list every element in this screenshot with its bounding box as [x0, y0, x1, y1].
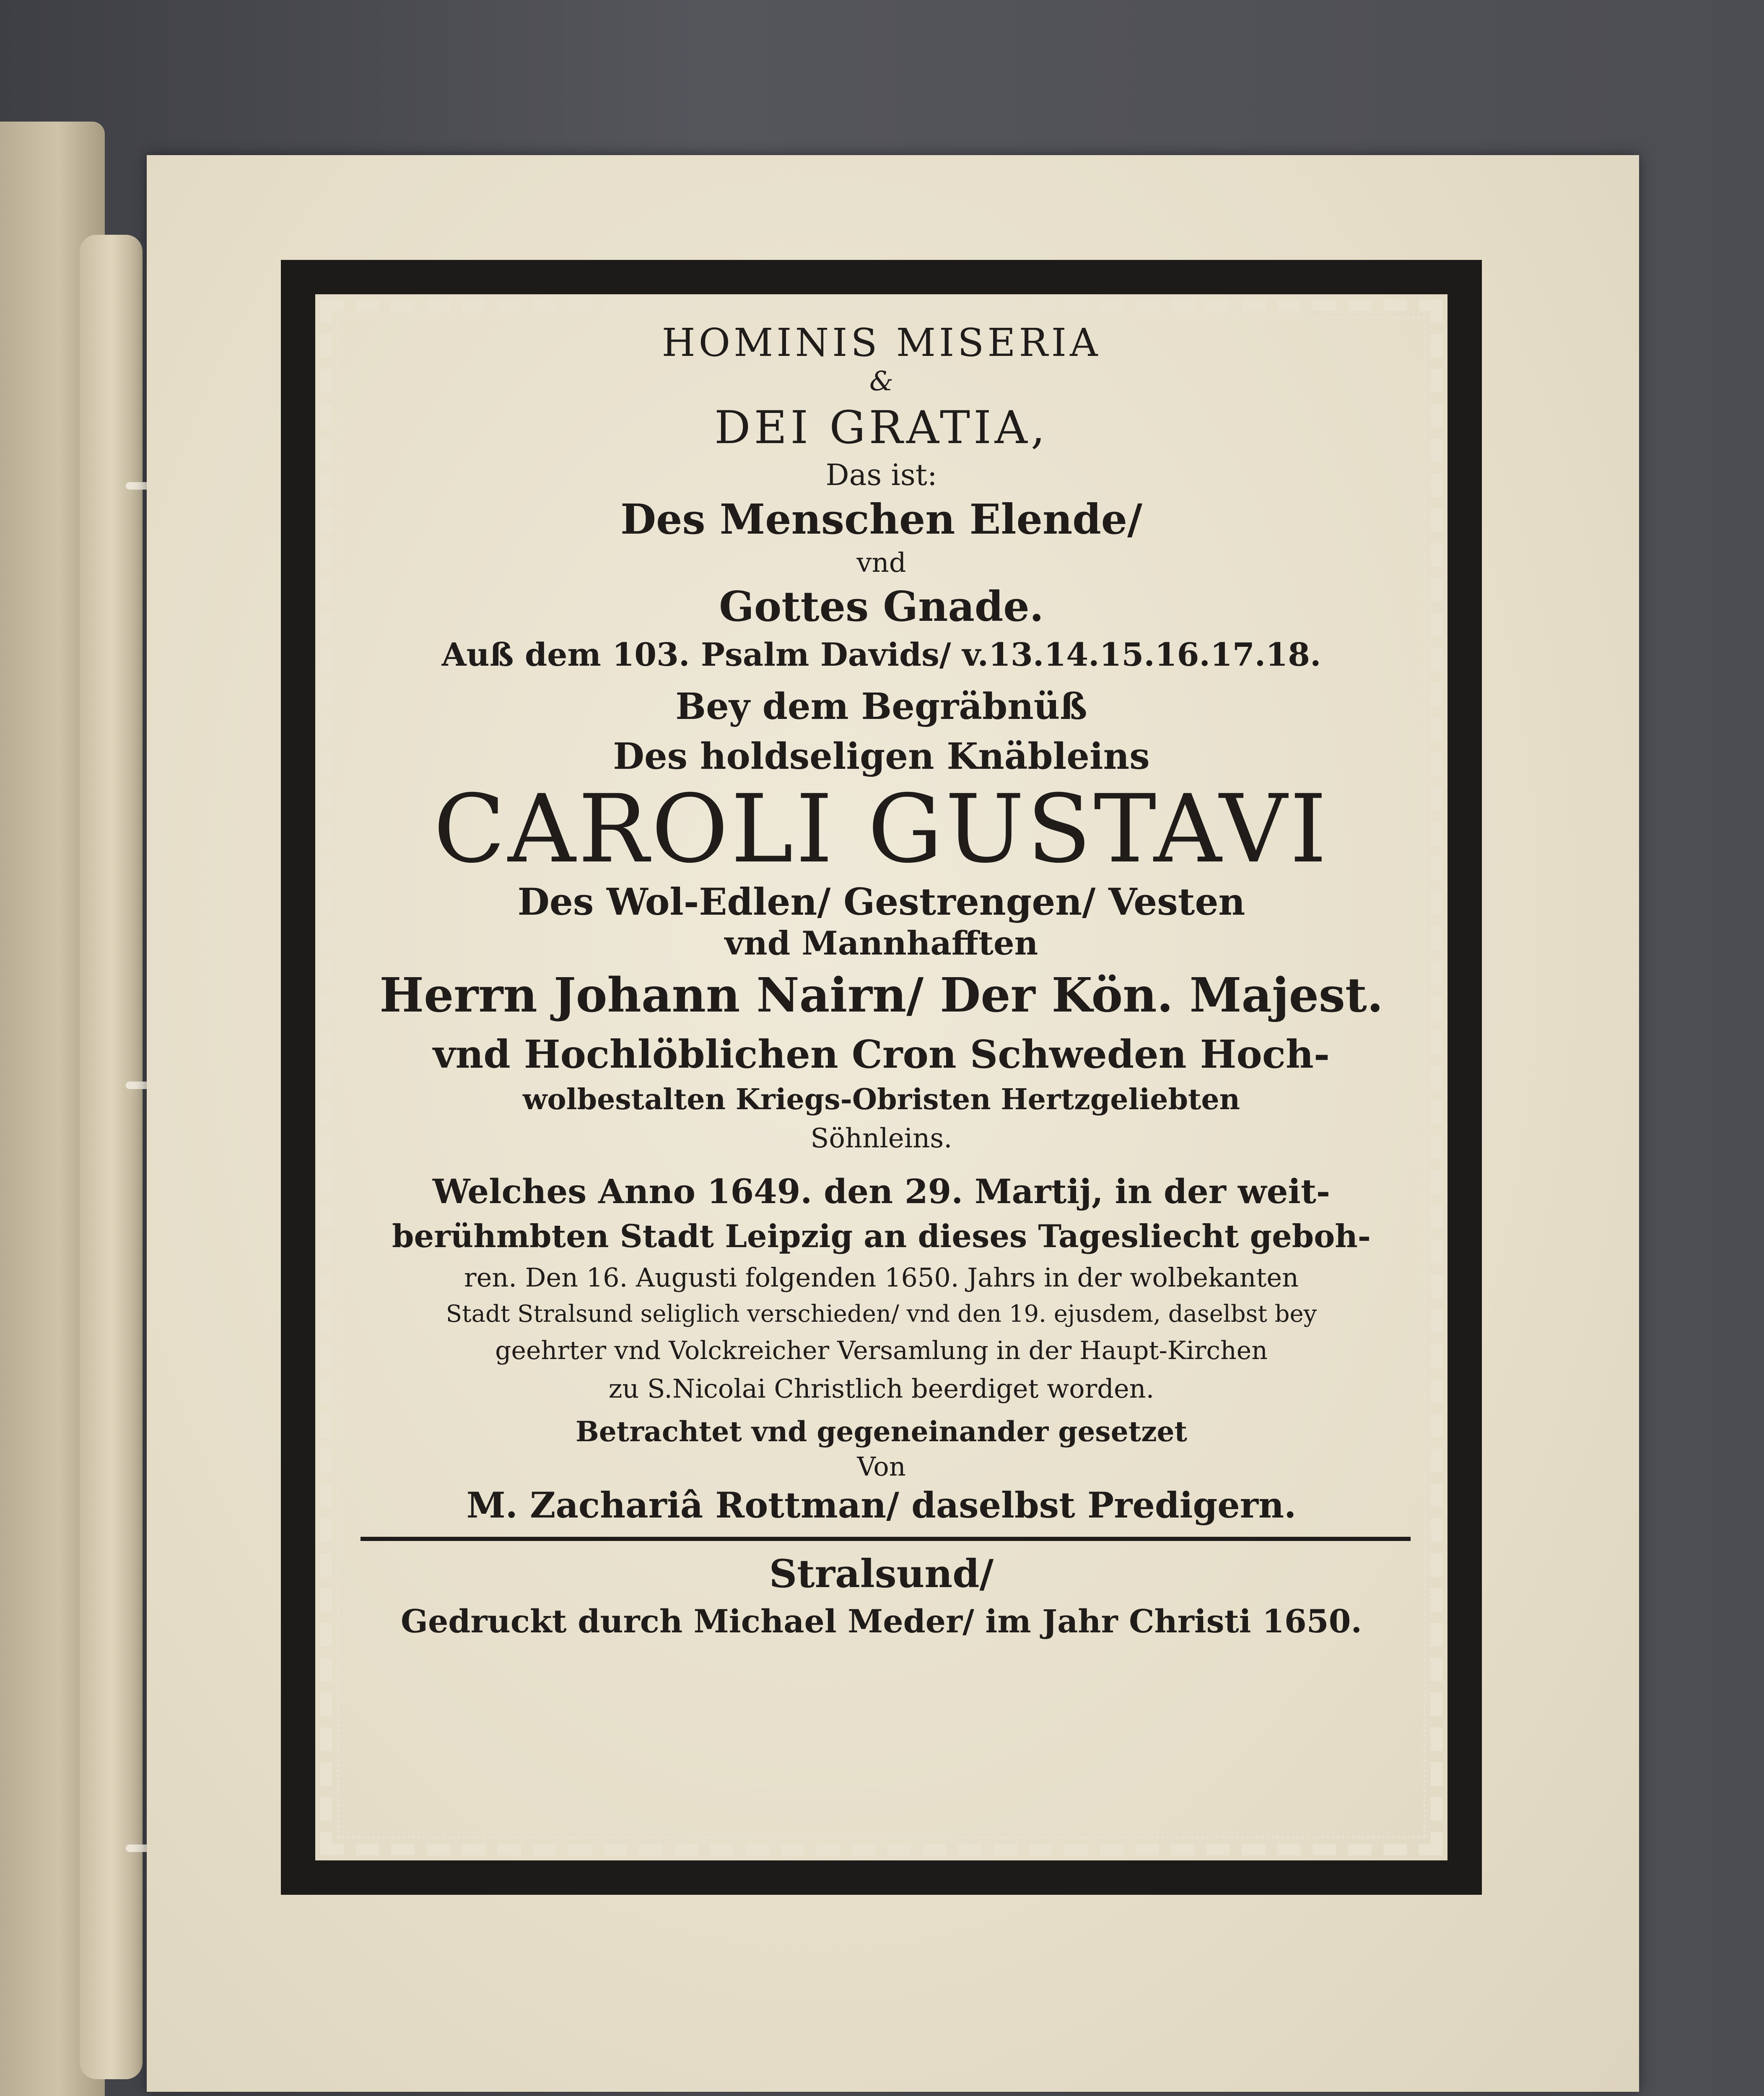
title-name-caroli-gustavi: CAROLI GUSTAVI — [433, 774, 1330, 884]
body-line-3: ren. Den 16. Augusti folgenden 1650. Jahrs in der wolbekanten — [464, 1262, 1299, 1293]
betrachtet-line: Betrachtet vnd gegeneinander gesetzet — [575, 1415, 1188, 1448]
title-ampersand: & — [869, 366, 893, 397]
body-line-4: Stadt Stralsund seliglich verschieden/ vnd den 19. ejusdem, daselbst bey — [446, 1300, 1317, 1328]
body-line-1: Welches Anno 1649. den 29. Martij, in der weit- — [432, 1172, 1331, 1211]
title-knaebleins: Des holdseligen Knäbleins — [613, 735, 1150, 778]
title-page — [147, 155, 1639, 2092]
title-begraebnuss: Bey dem Begräbnüß — [675, 685, 1087, 728]
author-line: M. Zachariâ Rottman/ daselbst Predigern. — [466, 1484, 1297, 1526]
title-gottes-gnade: Gottes Gnade. — [719, 582, 1044, 631]
title-menschen-elende: Des Menschen Elende/ — [620, 495, 1142, 544]
title-herrn-johann-nairn: Herrn Johann Nairn/ Der Kön. Majest. — [379, 968, 1383, 1023]
title-psalm-reference: Auß dem 103. Psalm Davids/ v.13.14.15.16.17.18. — [441, 636, 1321, 673]
title-soehnleins: Söhnleins. — [810, 1123, 952, 1154]
imprint-printer: Gedruckt durch Michael Meder/ im Jahr Christi 1650. — [401, 1603, 1362, 1640]
body-line-5: geehrter vnd Volckreicher Versamlung in der Haupt-Kirchen — [495, 1336, 1268, 1365]
body-line-6: zu S.Nicolai Christlich beerdiget worden. — [608, 1373, 1154, 1404]
title-das-ist: Das ist: — [825, 458, 937, 493]
von-line: Von — [857, 1451, 906, 1482]
title-dei-gratia: DEI GRATIA, — [714, 401, 1049, 454]
title-text-block — [344, 320, 1419, 1640]
separator-rule — [361, 1537, 1411, 1541]
title-vnd: vnd — [856, 547, 906, 578]
imprint-place: Stralsund/ — [769, 1551, 994, 1596]
title-kriegs-obristen: wolbestalten Kriegs-Obristen Hertzgeliebten — [522, 1082, 1240, 1116]
title-mannhafften: vnd Mannhafften — [724, 924, 1038, 962]
body-line-2: berühmbten Stadt Leipzig an dieses Tagesliecht geboh- — [392, 1218, 1371, 1255]
book-spine — [80, 235, 143, 2079]
title-wol-edlen: Des Wol-Edlen/ Gestrengen/ Vesten — [517, 880, 1245, 924]
title-hochloeblichen: vnd Hochlöblichen Cron Schweden Hoch- — [433, 1032, 1330, 1077]
title-hominis-miseria: HOMINIS MISERIA — [662, 320, 1101, 365]
